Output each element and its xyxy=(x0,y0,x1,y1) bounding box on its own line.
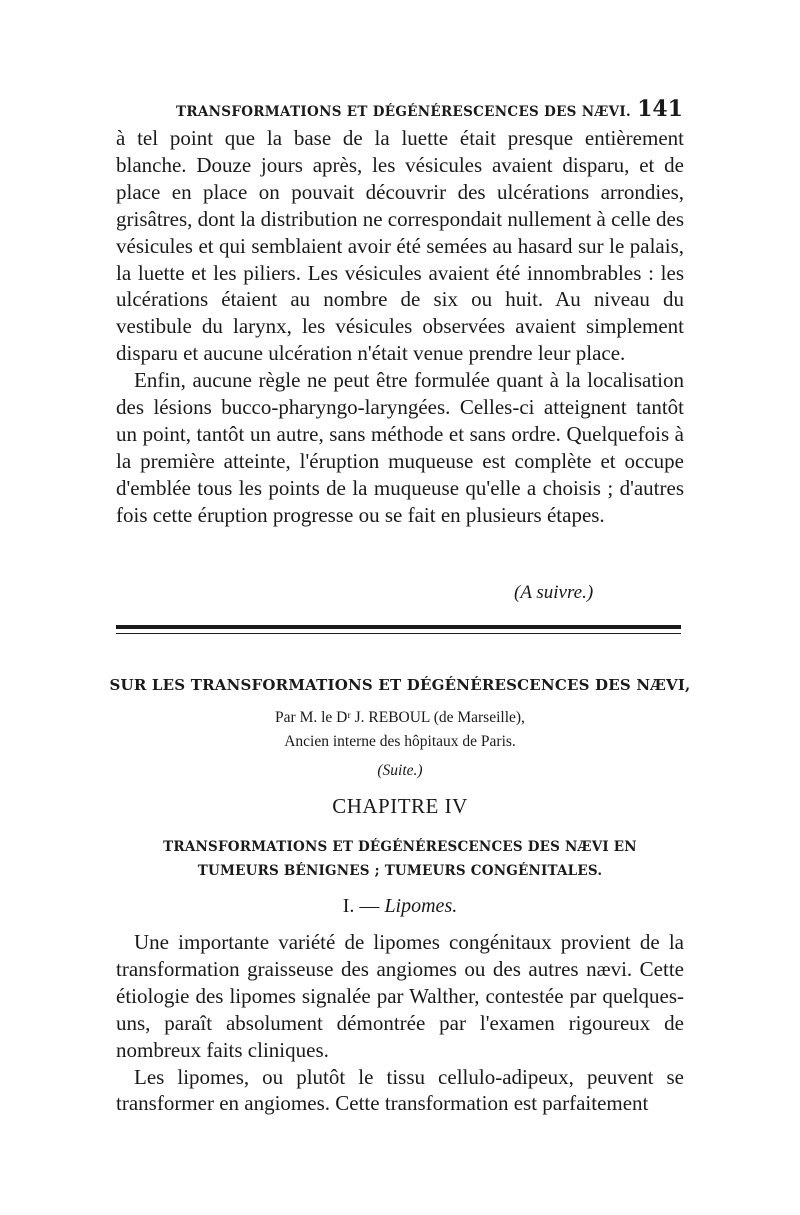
suite-label: (Suite.) xyxy=(377,762,423,779)
page-number: 141 xyxy=(637,96,683,122)
top-text-block xyxy=(116,125,684,529)
chapter-subtitle: TRANSFORMATIONS ET DÉGÉNÉRESCENCES DES NÆVI EN TUMEURS BÉNIGNES ; TUMEURS CONGÉNITALES. xyxy=(163,839,637,879)
article-title: SUR LES TRANSFORMATIONS ET DÉGÉNÉRESCENCES DES NÆVI, xyxy=(109,676,691,694)
article-text-block xyxy=(116,929,684,1117)
chapter-heading: CHAPITRE IV xyxy=(332,794,468,818)
paragraph: Enfin, aucune règle ne peut être formulée quant à la localisation des lésions bucco-pharyngo-laryngées. Celles-ci atteignent tantôt un point, tantôt un autre, sans méthode et sans ordre. Quelquefois à la première atteinte, l'éruption muqueuse est complète et occupe d'emblée tous les points de la muqueuse qu'elle a choisis ; d'autres fois cette éruption progresse ou se fait en plusieurs étapes. xyxy=(116,368,684,527)
paragraph: à tel point que la base de la luette était presque entièrement blanche. Douze jours après, les vésicules avaient disparu, et de place en place on pouvait découvrir des ulcérations arrondies, grisâtres, dont la distribution ne correspondait nullement à celle des vésicules et qui semblaient avoir été semées au hasard sur le palais, la luette et les piliers. Les vésicules avaient été innombrables : les ulcérations étaient au nombre de six ou huit. Au niveau du vestibule du larynx, les vésicules observées avaient simplement disparu et aucune ulcération n'était venue prendre leur place. xyxy=(116,126,685,366)
section-divider xyxy=(116,633,681,634)
paragraph: Une importante variété de lipomes congénitaux provient de la transformation graisseuse des angiomes ou des autres nævi. Cette étiologie des lipomes signalée par Walther, contestée par quelques-uns, paraît absolument démontrée par l'examen rigoureux de nombreux faits cliniques. xyxy=(116,930,684,1062)
section-number: I. — xyxy=(342,895,380,917)
section-divider xyxy=(116,625,681,629)
running-header xyxy=(118,96,683,126)
section-heading xyxy=(0,895,800,918)
running-title: TRANSFORMATIONS ET DÉGÉNÉRESCENCES DES NÆVI. xyxy=(176,104,632,120)
section-title: Lipomes. xyxy=(384,895,458,917)
author-affiliation: Ancien interne des hôpitaux de Paris. xyxy=(284,733,516,750)
to-be-continued: (A suivre.) xyxy=(514,582,594,603)
author-line: Par M. le Dʳ J. REBOUL (de Marseille), xyxy=(275,709,525,726)
paragraph: Les lipomes, ou plutôt le tissu cellulo-adipeux, peuvent se transformer en angiomes. Cette transformation est parfaitement xyxy=(116,1064,684,1116)
